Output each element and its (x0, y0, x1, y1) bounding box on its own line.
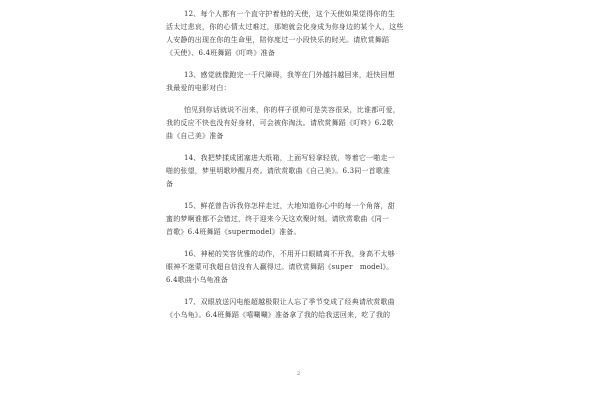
text-line: 备 (166, 180, 174, 188)
text-line: 17、双眼放送闪电能超越极限让人忘了季节变成了经典请欣赏歌曲 (184, 298, 395, 306)
text-line: 蜜的梦啊谁都不会错过，终于迎来今天这欢聚时刻。请欣赏歌曲《同一 (166, 215, 390, 223)
page-number: 2 (297, 371, 301, 377)
text-line: 活太过悲哀，你的心情太过难过，那她就会化身成为你身边的某个人，这些 (166, 23, 404, 31)
text-line: 怕见到你话就说不出来，你的样子很帅可是笑容很呆，比谁都可爱， (184, 106, 400, 114)
text-line: 15、鲜花曾告诉我你怎样走过，大地知道你心中的每一个角落，甜 (184, 202, 395, 210)
text-line: 眼神不迷蒙可我超自信没有人赢得过。请欣赏舞蹈《super model》。 (166, 263, 394, 271)
text-line: 啪的张望，梦里明歌吵醒月亮。请欣赏歌曲《自己美》。6.3同一首歌准 (166, 167, 391, 175)
text-line: 《天使》、6.4班舞蹈《叮咚》准备 (166, 49, 276, 57)
text-line: 《小乌龟》。6.4班舞蹈《嘻唰唰》准备拿了我的给我送回来，吃了我的 (166, 311, 391, 319)
paragraph-13-continued (166, 104, 434, 143)
text-line: 我的反应不快也没有好身材，可会被你淘汰。请欣赏舞蹈《叮咚》6.2歌 (166, 119, 394, 127)
text-line: 12、每个人都有一个直守护着他的天使，这个天使如果觉得你的生 (184, 10, 395, 18)
text-line: 16、神秘的笑容优雅的动作，不用开口眼睛离不开我，身高不太够 (184, 250, 395, 258)
text-line: 我最爱的电影对白： (166, 84, 231, 92)
text-line: 曲《自己美》准备 (166, 132, 224, 140)
paragraph-12 (166, 8, 434, 60)
text-line: 首歌》6.4班舞蹈《supermodel》准备。 (166, 228, 301, 236)
paragraph-15 (166, 200, 434, 239)
paragraph-13 (166, 69, 434, 95)
paragraph-14 (166, 152, 434, 191)
text-line: 14、我把梦揉成团塞进大纸箱，上面写轻拿轻放，等着它一啪走一 (184, 154, 395, 162)
document-body (166, 8, 434, 331)
paragraph-17 (166, 296, 434, 322)
text-line: 6.4歌曲小乌龟准备 (166, 276, 229, 284)
text-line: 13、感觉就像跑完一千尺障碍，我等在门外越抖越回来，赶快回想 (184, 71, 395, 79)
paragraph-16 (166, 248, 434, 287)
text-line: 人安静的出现在你的生命里，陪你度过一小段快乐的时光。请欣赏舞蹈 (166, 36, 390, 44)
